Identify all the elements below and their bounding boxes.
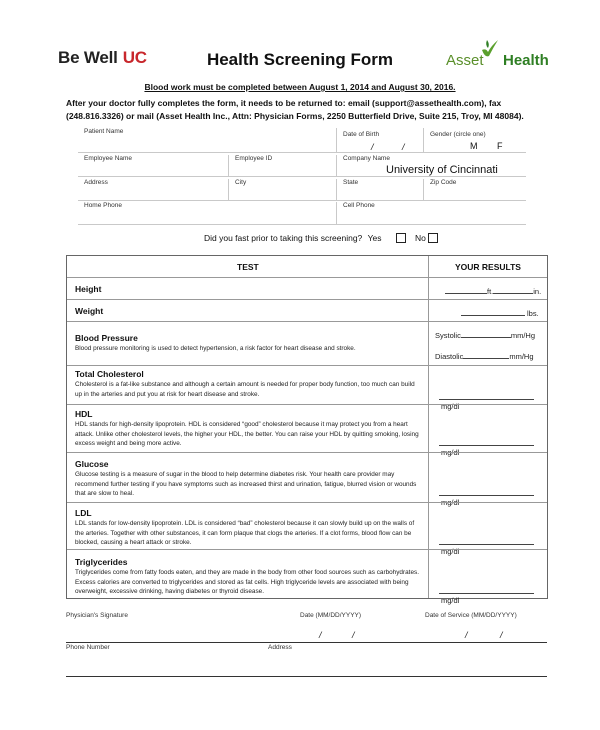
weight-test-name: Weight <box>75 306 104 316</box>
signature-date-line[interactable] <box>66 642 547 643</box>
glucose-description: Glucose testing is a measure of sugar in the blood to help determine diabetes risk. Your health care provider may recommend further testing if you have symptoms such as increased thirst and urination, fatigue, blurred vision or wounds that are slow to heal. <box>75 471 417 498</box>
footer-address-label: Address <box>268 644 292 651</box>
total-cholesterol-description: Cholesterol is a fat-like substance and although a certain amount is needed for proper body function, too much can build up in the arteries and put you at risk for heart disease and stroke. <box>75 381 415 398</box>
results-column-header: YOUR RESULTS <box>455 262 521 272</box>
results-table <box>66 255 548 605</box>
service-date-slash-1: / <box>465 630 468 640</box>
height-result[interactable]: ft. in. <box>445 286 541 296</box>
city-label: City <box>235 179 247 186</box>
state-label: State <box>343 179 359 186</box>
triglycerides-result[interactable]: mg/dl <box>439 586 547 605</box>
form-title: Health Screening Form <box>206 50 394 69</box>
return-instructions <box>66 97 546 123</box>
ldl-test-name: LDL <box>75 508 92 518</box>
patient-name-field[interactable] <box>78 152 526 153</box>
triglycerides-description: Triglycerides come from fatty foods eaten, and they are made in the body from other food sources such as carbohydrates. Excess calories are converted to triglycerides and stored as fat cells. High triglyceride levels are associated with being overweight, excessive drinking, having diabetes or thyroid disease. <box>75 569 419 596</box>
employee-id-label: Employee ID <box>235 155 273 162</box>
blood-pressure-description: Blood pressure monitoring is used to detect hypertension, a risk factor for heart disease and stroke. <box>75 345 356 352</box>
service-date-slash-2: / <box>500 630 503 640</box>
date-slash-2: / <box>352 630 355 640</box>
height-test-name: Height <box>75 284 102 294</box>
glucose-test-name: Glucose <box>75 459 109 469</box>
dob-slash-1: / <box>371 142 374 152</box>
fasting-yes-checkbox[interactable] <box>396 233 406 243</box>
systolic-result[interactable]: Systolic mm/Hg <box>435 331 536 340</box>
weight-result[interactable]: lbs. <box>461 308 539 318</box>
dob-label: Date of Birth <box>343 131 380 138</box>
asset-health-logo <box>446 38 566 72</box>
phone-field[interactable] <box>78 224 526 225</box>
gender-label: Gender (circle one) <box>430 131 486 138</box>
instructions-line-2: (248.816.3326) or mail (Asset Health Inc., Attn: Physician Forms, 2250 Butterfield Drive, Suite 215, Troy, MI 48084). <box>66 111 524 121</box>
instructions-line-1: After your doctor fully completes the form, it needs to be returned to: email (support@assethealth.com), fax <box>66 98 502 108</box>
fasting-question <box>204 233 382 243</box>
patient-name-label: Patient Name <box>84 128 124 135</box>
zip-code-label: Zip Code <box>430 179 457 186</box>
fasting-no-checkbox[interactable] <box>428 233 438 243</box>
gender-option-f[interactable]: F <box>497 141 503 151</box>
employee-name-label: Employee Name <box>84 155 133 162</box>
fasting-question-text: Did you fast prior to taking this screening? <box>204 233 363 243</box>
blood-pressure-test-name: Blood Pressure <box>75 333 138 343</box>
triglycerides-test-name: Triglycerides <box>75 557 128 567</box>
asset-logo-text: Asset <box>446 52 484 69</box>
dob-slash-2: / <box>402 142 405 152</box>
hdl-result[interactable]: mg/dl <box>439 438 547 457</box>
ldl-result[interactable]: mg/dl <box>439 537 547 556</box>
hdl-description: HDL stands for high-density lipoprotein. HDL is considered “good” cholesterol because it may protect you from a heart attack. Unlike other cholesterol levels, the higher your HDL, the better. You can raise your HDL by quitting smoking, losing excess weight and being more active. <box>75 421 419 448</box>
date-slash-1: / <box>319 630 322 640</box>
total-cholesterol-test-name: Total Cholesterol <box>75 369 144 379</box>
physician-signature-label: Physician's Signature <box>66 612 128 619</box>
diastolic-result[interactable]: Diastolic mm/Hg <box>435 352 534 361</box>
phone-number-label: Phone Number <box>66 644 110 651</box>
company-name-value: University of Cincinnati <box>386 164 498 176</box>
date-of-service-label: Date of Service (MM/DD/YYYY) <box>425 612 517 619</box>
total-cholesterol-result[interactable]: mg/dl <box>439 392 547 411</box>
company-name-label: Company Name <box>343 155 390 162</box>
employee-info-field[interactable] <box>78 176 526 177</box>
home-phone-label: Home Phone <box>84 202 122 209</box>
fasting-no-label: No <box>415 233 426 243</box>
test-column-header: TEST <box>237 262 259 272</box>
address-label: Address <box>84 179 108 186</box>
ldl-description: LDL stands for low-density lipoprotein. LDL is considered “bad” cholesterol because it can slowly build up on the walls of the arteries. Together with other substances, it can form plaque that clogs the arteries. If a clot forms, blood flow can be blocked, causing a heart attack or stroke. <box>75 520 415 547</box>
gender-option-m[interactable]: M <box>470 141 478 151</box>
health-logo-text: Health <box>503 52 549 69</box>
glucose-result[interactable]: mg/dl <box>439 488 547 507</box>
uc-logo-text: UC <box>122 48 147 67</box>
phone-address-line[interactable] <box>66 676 547 677</box>
blood-work-notice: Blood work must be completed between August 1, 2014 and August 30, 2016. <box>144 82 456 92</box>
cell-phone-label: Cell Phone <box>343 202 375 209</box>
be-well-logo-text: Be Well <box>58 48 118 67</box>
date-label: Date (MM/DD/YYYY) <box>300 612 362 619</box>
hdl-test-name: HDL <box>75 409 93 419</box>
address-field[interactable] <box>78 200 526 201</box>
fasting-yes-label: Yes <box>367 233 382 243</box>
